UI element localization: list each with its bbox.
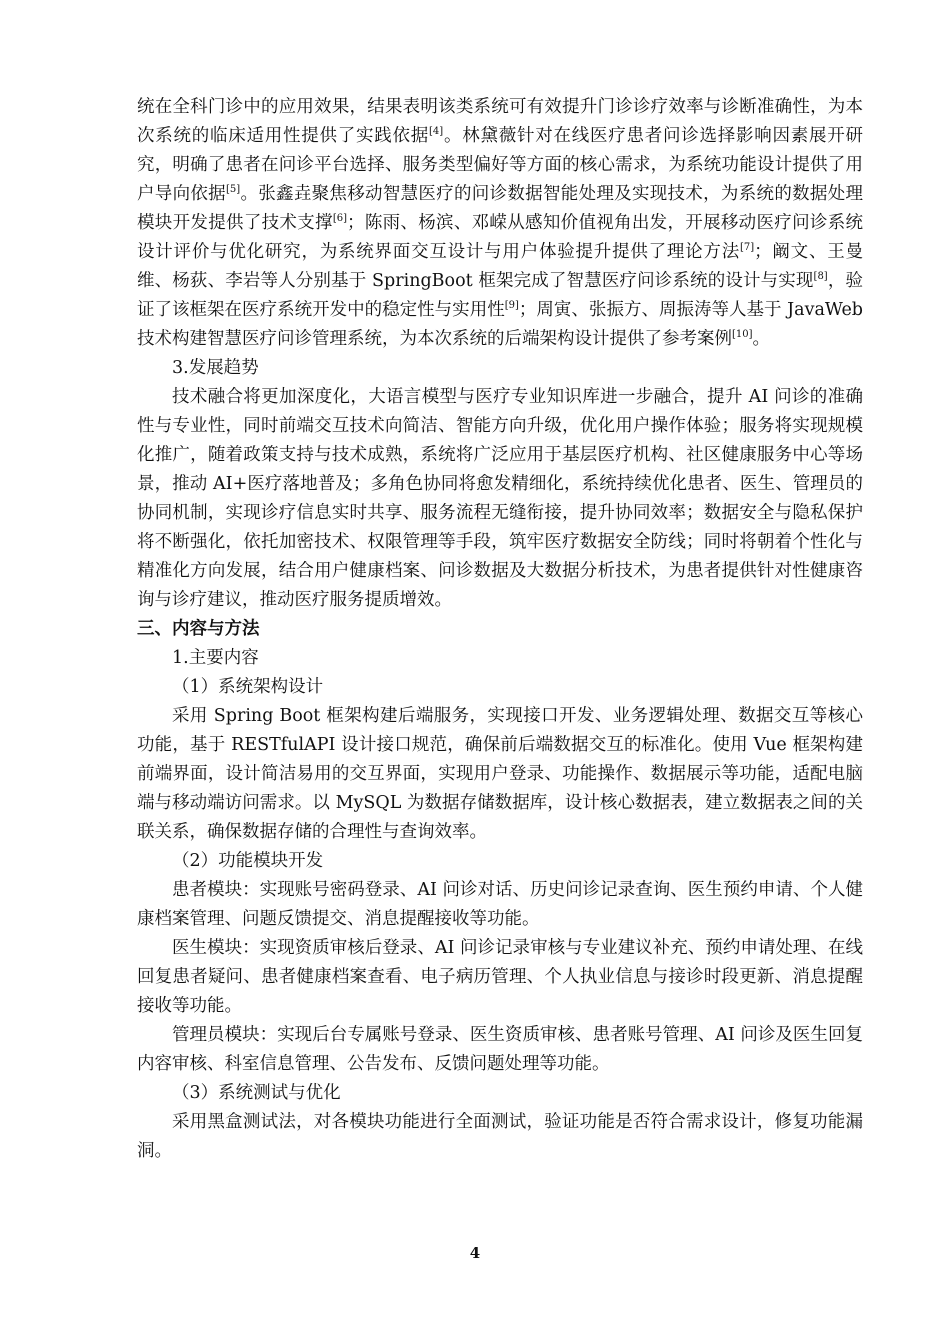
- text-segment: ；周寅、张振方、周振涛等人基于 JavaWeb 技术构建智慧医疗问诊管理系统，为本次系统的后端架构设计提供了参考案例: [137, 300, 864, 349]
- citation-ref: [5]: [225, 184, 241, 196]
- text-segment: 。林黛薇针对在线医疗患者问诊选择影响因素展开研究，明确了患者在问诊平台选择、服务类型偏好等方面的核心需求，为系统功能设计提供了用户导向依据: [137, 126, 863, 204]
- citation-ref: [10]: [732, 329, 753, 341]
- page-body: [137, 93, 863, 1166]
- testing-paragraph: 采用黑盒测试法，对各模块功能进行全面测试，验证功能是否符合需求设计，修复功能漏洞。: [137, 1112, 863, 1161]
- architecture-paragraph: 采用 Spring Boot 框架构建后端服务，实现接口开发、业务逻辑处理、数据交互等核心功能，基于 RESTfulAPI 设计接口规范，确保前后端数据交互的标准化。使用 Vue 框架构建前端界面，设计简洁易用的交互界面，实现用户登录、功能操作、数据展示等功能，适配电脑端与移动端访问需求。以 MySQL 为数据存储数据库，设计核心数据表，建立数据表之间的关联关系，确保数据存储的合理性与查询效率。: [137, 706, 863, 842]
- heading-modules: （2）功能模块开发: [172, 851, 324, 871]
- page-number: 4: [469, 1244, 481, 1262]
- heading-testing: （3）系统测试与优化: [172, 1083, 341, 1103]
- doctor-module-paragraph: 医生模块：实现资质审核后登录、AI 问诊记录审核与专业建议补充、预约申请处理、在线回复患者疑问、患者健康档案查看、电子病历管理、个人执业信息与接诊时段更新、消息提醒接收等功能。: [137, 938, 863, 1016]
- text-segment: 。: [752, 329, 771, 349]
- citation-ref: [9]: [504, 300, 519, 312]
- text-segment: ；阚文、王曼维、杨荻、李岩等人分别基于 SpringBoot 框架完成了智慧医疗问诊系统的设计与实现: [137, 242, 863, 291]
- heading-architecture: （1）系统架构设计: [172, 677, 324, 697]
- text-segment: ，验证了该框架在医疗系统开发中的稳定性与实用性: [137, 271, 864, 320]
- patient-module-paragraph: 患者模块：实现账号密码登录、AI 问诊对话、历史问诊记录查询、医生预约申请、个人健康档案管理、问题反馈提交、消息提醒接收等功能。: [137, 880, 863, 929]
- related-work-paragraph: [137, 93, 863, 354]
- admin-module-paragraph: 管理员模块：实现后台专属账号登录、医生资质审核、患者账号管理、AI 问诊及医生回复内容审核、科室信息管理、公告发布、反馈问题处理等功能。: [137, 1025, 863, 1074]
- citation-ref: [8]: [813, 271, 828, 283]
- trend-paragraph: 技术融合将更加深度化，大语言模型与医疗专业知识库进一步融合，提升 AI 问诊的准确性与专业性，同时前端交互技术向简洁、智能方向升级，优化用户操作体验；服务将实现规模化推广，随着政策支持与技术成熟，系统将广泛应用于基层医疗机构、社区健康服务中心等场景，推动 AI+医疗落地普及；多角色协同将愈发精细化，系统持续优化患者、医生、管理员的协同机制，实现诊疗信息实时共享、服务流程无缝衔接，提升协同效率；数据安全与隐私保护将不断强化，依托加密技术、权限管理等手段，筑牢医疗数据安全防线；同时将朝着个性化与精准化方向发展，结合用户健康档案、问诊数据及大数据分析技术，为患者提供针对性健康咨询与诊疗建议，推动医疗服务提质增效。: [137, 387, 863, 610]
- text-segment: 。张鑫垚聚焦移动智慧医疗的问诊数据智能处理及实现技术，为系统的数据处理模块开发提供了技术支撑: [137, 184, 864, 233]
- citation-ref: [6]: [332, 213, 348, 225]
- citation-ref: [7]: [739, 242, 755, 254]
- citation-ref: [4]: [429, 126, 444, 138]
- heading-main-content: 1.主要内容: [172, 648, 259, 668]
- text-segment: ；陈雨、杨滨、邓嵘从感知价值视角出发，开展移动医疗问诊系统设计评价与优化研究，为系统界面交互设计与用户体验提升提供了理论方法: [137, 213, 864, 262]
- heading-development-trend: 3.发展趋势: [172, 358, 259, 378]
- section-heading: 三、内容与方法: [137, 619, 260, 639]
- text-segment: 统在全科门诊中的应用效果，结果表明该类系统可有效提升门诊诊疗效率与诊断准确性，为本次系统的临床适用性提供了实践依据: [137, 97, 863, 146]
